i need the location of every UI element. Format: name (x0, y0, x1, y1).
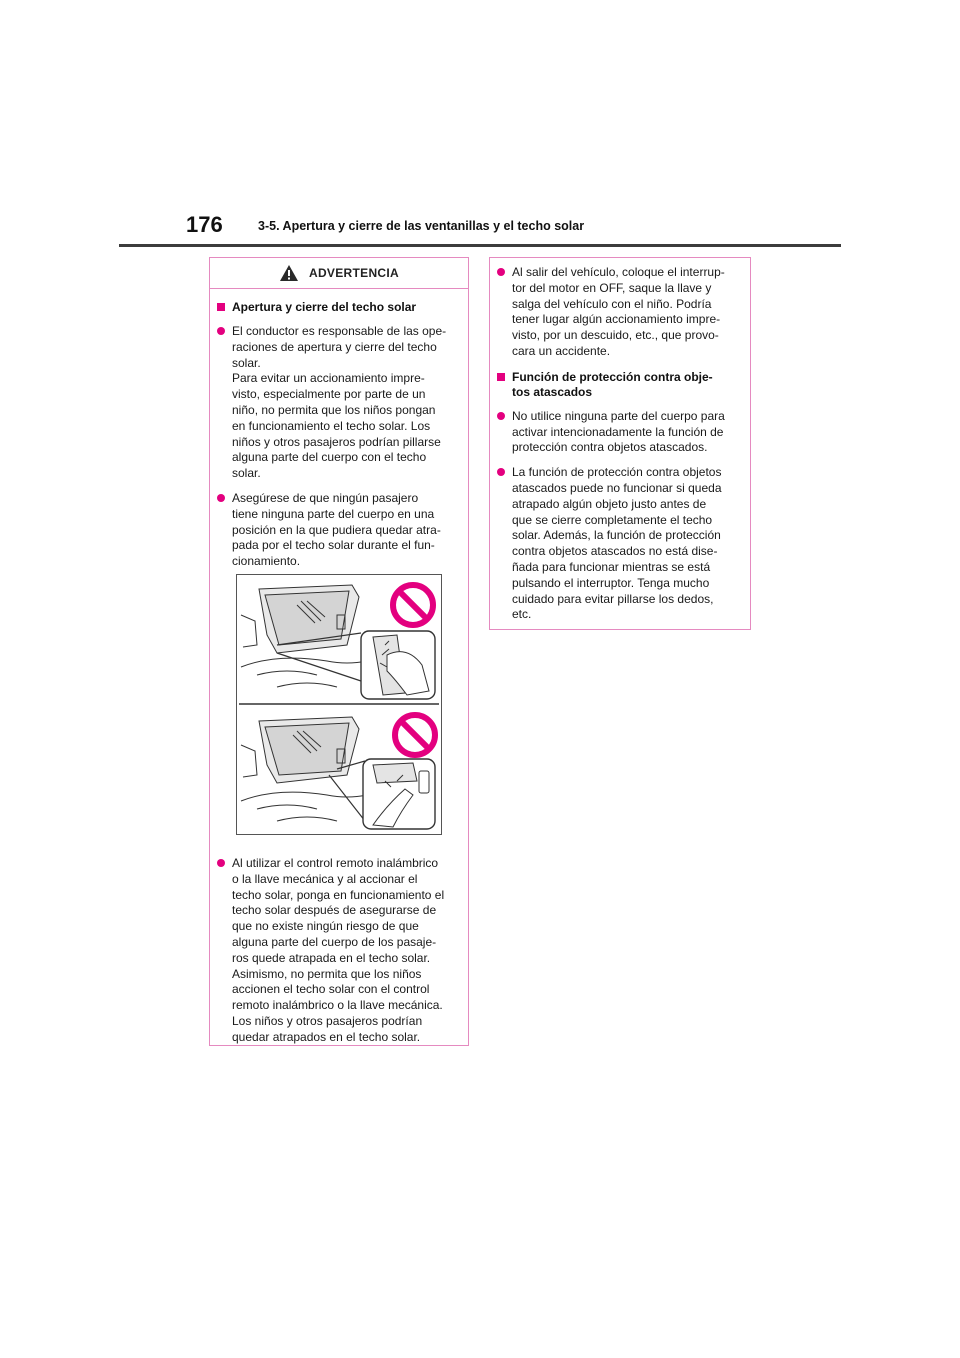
round-bullet-icon (497, 268, 505, 276)
list-item (497, 265, 741, 360)
section-title: 3-5. Apertura y cierre de las ventanillas y el techo solar (258, 219, 585, 233)
bullet-text: Al utilizar el control remoto inalámbrico o la llave mecánica y al accionar el techo solar, ponga en funcionamiento el techo solar después de asegurarse de que no existe ningún riesgo de que alguna parte del cuerpo de los pasaje- ros quede atrapada en el techo solar. Asimismo, no permita que los niños accionen el techo solar con el control remoto inalámbrico o la llave mecánica. Los niños y otros pasajeros podrían quedar atrapados en el techo solar. (232, 855, 445, 1044)
warning-triangle-icon (279, 264, 299, 282)
prohibition-icon-top (393, 585, 433, 625)
illustration-bottom-panel (241, 717, 435, 829)
warning-heading-text: Apertura y cierre del techo solar (232, 300, 417, 314)
square-bullet-icon (497, 373, 505, 381)
round-bullet-icon (217, 494, 225, 502)
list-item (217, 324, 459, 482)
warning-heading (217, 300, 459, 315)
bullet-text: La función de protección contra objetos atascados puede no funcionar si queda atrapado algún objeto justo antes de que se cierre completamente el techo solar. Además, la función de protección contra objetos atascados no está dise- ñada para funcionar mientras se está pulsando el interruptor. Tenga mucho cuidado para evitar pillarse los dedos, etc. (512, 465, 722, 622)
warning-title: ADVERTENCIA (309, 266, 399, 280)
warning-header (210, 258, 468, 289)
bullet-text: El conductor es responsable de las ope- raciones de apertura y cierre del techo solar. Para evitar un accionamiento impre- visto, especialmente por parte de un niño, no permita que los niños pongan en funcionamiento el techo solar. Los niños y otros pasajeros podrían pillarse alguna parte del cuerpo con el techo solar. (232, 324, 447, 481)
bullet-text: Al salir del vehículo, coloque el interrup- tor del motor en OFF, saque la llave y salga del vehículo con el niño. Podría tener lugar algún accionamiento impre- visto, por un descuido, etc., que provo- cara un accidente. (512, 265, 725, 358)
round-bullet-icon (217, 327, 225, 335)
round-bullet-icon (497, 412, 505, 420)
prohibition-icon-bottom (395, 715, 435, 755)
bullet-text: No utilice ninguna parte del cuerpo para activar intencionadamente la función de protección contra objetos atascados. (512, 408, 725, 455)
page-number: 176 (186, 212, 223, 237)
list-item (497, 409, 741, 456)
continued-warning-box (489, 257, 751, 630)
header-rule (119, 244, 841, 247)
sunroof-warning-illustration (236, 574, 442, 835)
section-heading (497, 370, 741, 400)
round-bullet-icon (217, 859, 225, 867)
section-heading-text: Función de protección contra obje- tos atascados (512, 369, 713, 399)
bullet-text: Asegúrese de que ningún pasajero tiene ninguna parte del cuerpo en una posición en la que pudiera quedar atra- pada por el techo solar durante el fun- cionamiento. (232, 490, 441, 569)
list-item (497, 465, 741, 623)
square-bullet-icon (217, 303, 225, 311)
list-item (217, 491, 459, 570)
round-bullet-icon (497, 468, 505, 476)
list-item (217, 856, 459, 1046)
